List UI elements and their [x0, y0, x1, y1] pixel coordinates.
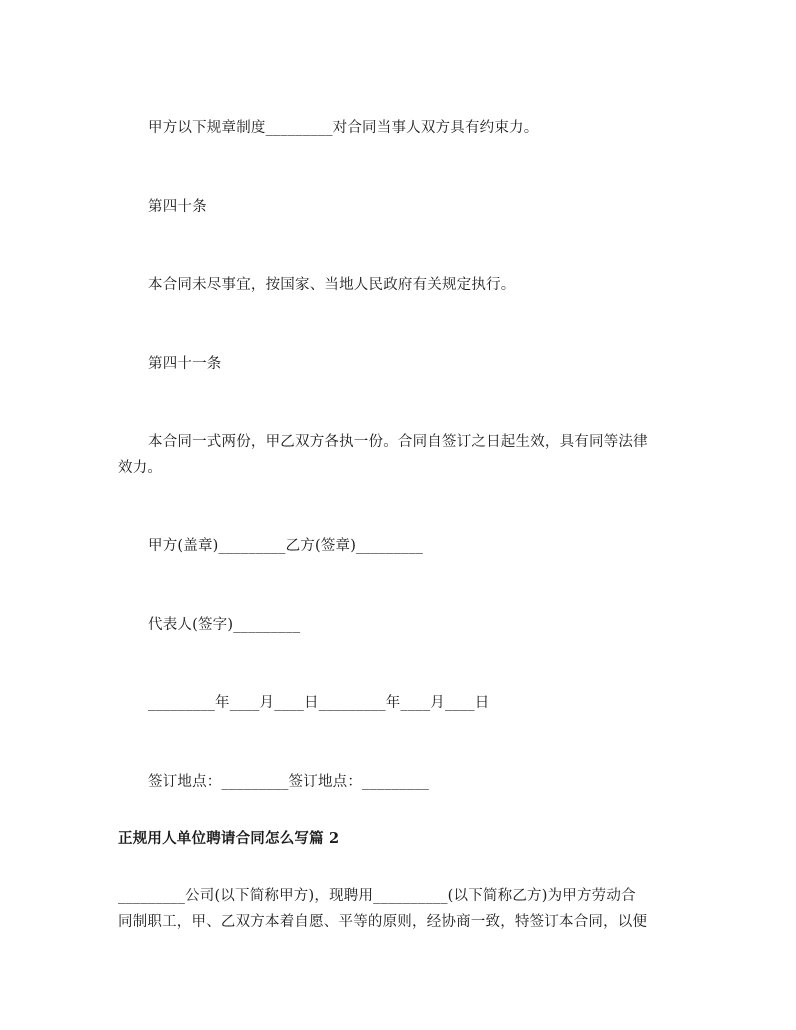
article-41-heading: 第四十一条 [148, 356, 222, 372]
paragraph-rules-binding: 甲方以下规章制度_________对合同当事人双方具有约束力。 [148, 120, 539, 136]
paragraph-unresolved-matters: 本合同未尽事宜，按国家、当地人民政府有关规定执行。 [148, 277, 516, 293]
representative-signature-line: 代表人(签字)_________ [148, 617, 301, 633]
paragraph-hiring-line-2: 同制职工，甲、乙双方本着自愿、平等的原则，经协商一致，特签订本合同，以便 [118, 914, 648, 930]
paragraph-copies-line-2: 效力。 [118, 460, 163, 476]
paragraph-copies-line-1: 本合同一式两份，甲乙双方各执一份。合同自签订之日起生效，具有同等法律 [148, 434, 648, 450]
article-40-heading: 第四十条 [148, 199, 207, 215]
signature-seal-line: 甲方(盖章)_________乙方(签章)_________ [148, 538, 424, 554]
paragraph-hiring-line-1: _________公司(以下简称甲方)，现聘用__________(以下简称乙方)为甲方劳动合 [118, 888, 636, 904]
signing-location-line: 签订地点：_________签订地点：_________ [148, 774, 430, 790]
section-heading-part-2: 正规用人单位聘请合同怎么写篇 2 [118, 830, 340, 847]
date-line: _________年____月____日_________年____月____日 [148, 695, 490, 711]
